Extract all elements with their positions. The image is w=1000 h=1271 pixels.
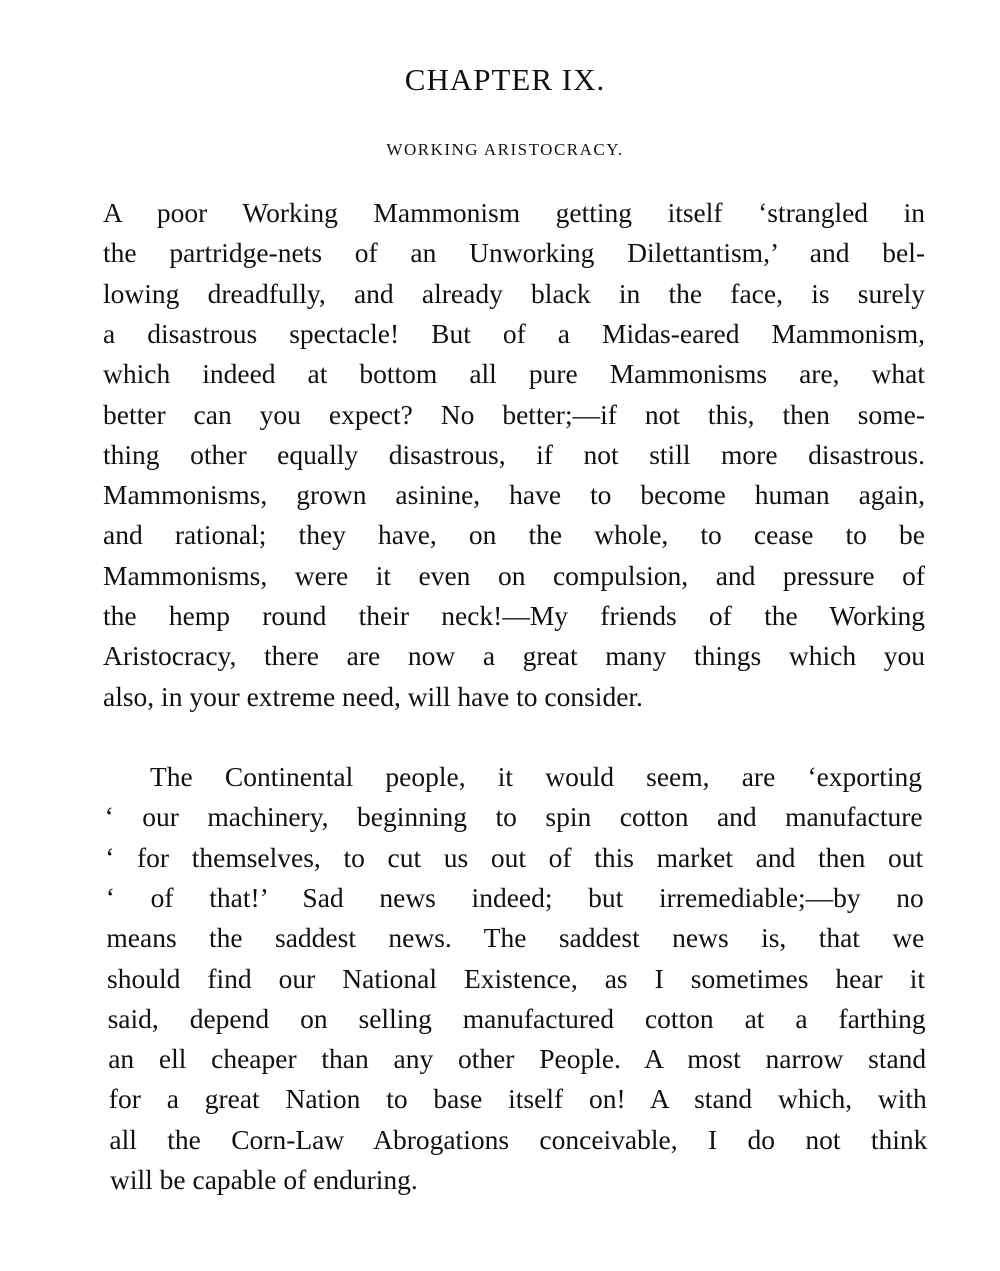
- text-line: A poor Working Mammonism getting itself ‘strangled in: [103, 197, 925, 228]
- text-line: means the saddest news. The saddest news is, that we: [106, 922, 925, 954]
- text-line: Aristocracy, there are now a great many things which you: [103, 640, 925, 672]
- text-line: thing other equally disastrous, if not still more disastrous.: [103, 438, 925, 470]
- text-line: will be capable of enduring.: [110, 1164, 418, 1195]
- text-line: the hemp round their neck!—My friends of the Working: [103, 600, 925, 631]
- text-line: lowing dreadfully, and already black in the face, is surely: [103, 277, 925, 309]
- text-line: and rational; they have, on the whole, to cease to be: [103, 519, 925, 551]
- text-line: also, in your extreme need, will have to consider.: [103, 680, 643, 712]
- text-line: ‘ of that!’ Sad news indeed; but irremediable;—by no: [105, 881, 924, 913]
- text-line: should find our National Existence, as I sometimes hear it: [107, 962, 925, 994]
- text-line: a disastrous spectacle! But of a Midas-eared Mammonism,: [103, 317, 925, 349]
- text-line: which indeed at bottom all pure Mammonisms are, what: [103, 358, 925, 390]
- text-line: said, depend on selling manufactured cotton at a farthing: [107, 1002, 926, 1034]
- text-line: ‘ our machinery, beginning to spin cotton and manufacture: [104, 801, 923, 833]
- text-line: for a great Nation to base itself on! A stand which, with: [108, 1083, 927, 1115]
- chapter-subtitle: WORKING ARISTOCRACY.: [386, 140, 624, 159]
- text-line: Mammonisms, were it even on compulsion, and pressure of: [103, 559, 925, 591]
- text-line: The Continental people, it would seem, are ‘exporting: [150, 761, 922, 792]
- text-line: an ell cheaper than any other People. A most narrow stand: [108, 1043, 927, 1075]
- text-line: the partridge-nets of an Unworking Dilettantism,’ and bel-: [103, 237, 925, 269]
- text-line: Mammonisms, grown asinine, have to become human again,: [103, 479, 925, 511]
- text-line: ‘ for themselves, to cut us out of this market and then out: [105, 841, 924, 873]
- text-line: better can you expect? No better;—if not this, then some-: [103, 398, 925, 430]
- text-line: all the Corn-Law Abrogations conceivable, I do not think: [109, 1123, 928, 1155]
- chapter-title: CHAPTER IX.: [404, 62, 606, 97]
